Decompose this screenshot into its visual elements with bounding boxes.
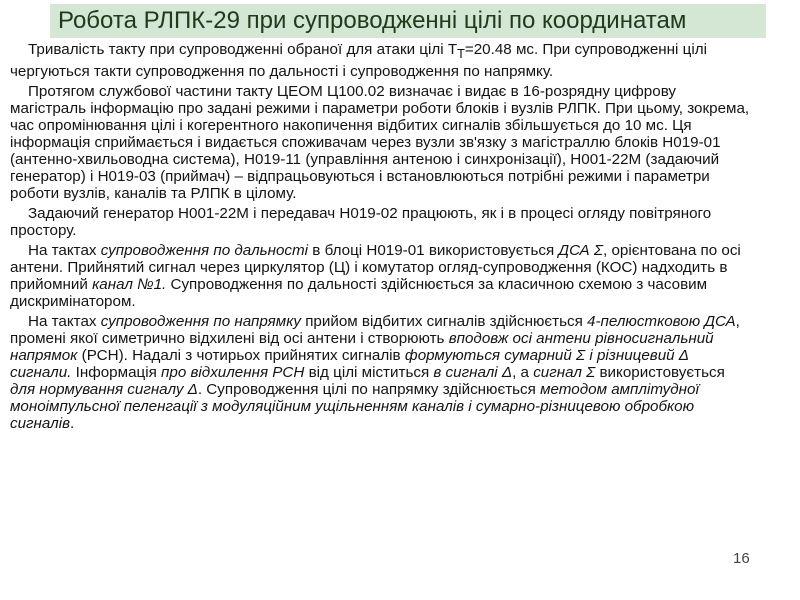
paragraph-3: [10, 205, 750, 239]
emphasis-text: 4-пелюстковою ДСА: [587, 313, 736, 331]
emphasis-text: супроводження по дальності: [100, 242, 309, 260]
slide-title: Робота РЛПК-29 при супроводженні цілі по координатам: [58, 7, 687, 34]
text-run: Задаючий генератор Н001-22М і передавач Н019-02 працюють, як і в процесі огляду повітряного простору.: [10, 205, 712, 240]
emphasis-text: методом амплітудної моноімпульсної пеленгації з модуляційним ущільненням каналів і сумарно-різницевою обробкою сигналів: [10, 381, 699, 433]
subscript: Т: [457, 47, 465, 62]
text-run: прийом відбитих сигналів здійснюється: [300, 313, 588, 331]
emphasis-text: формуються сумарний Σ і різницевий Δ сигнали.: [10, 347, 689, 382]
text-run: .: [70, 415, 75, 433]
emphasis-text: ДСА Σ: [558, 242, 604, 260]
text-run: =20.48 мс. При супроводженні цілі чергуються такти супроводження по дальності і супроводження по напрямку.: [10, 41, 707, 81]
paragraph-5: [10, 313, 750, 432]
paragraph-2: [10, 83, 750, 202]
emphasis-text: канал №1.: [92, 276, 167, 294]
emphasis-text: в сигналі Δ: [433, 364, 513, 382]
text-run: Протягом службової частини такту ЦЕОМ Ц100.02 визначає і видає в 16-розрядну цифрову магістраль інформацію про задані режими і параметри роботи блоків і вузлів РЛПК. При цьому, зокрема, час опромінювання цілі і когерентного накопичення відбитих сигналів збільшується до 10 мс. Ця інформація сприймається і видається споживачам через вузли зв'язку з магістраллю блоків Н019-01 (антенно-хвильоводна система), Н019-11 (управління антеною і синхронізації), Н001-22М (задаючий генератор) і Н019-03 (приймач) – відпрацьовуються і встановлюються потрібні режими і параметри роботи вузлів, каналів та РЛПК в цілому.: [10, 83, 750, 203]
emphasis-text: про відхилення РСН: [161, 364, 305, 382]
emphasis-text: супроводження по напрямку: [100, 313, 301, 331]
text-run: Супроводження по дальності здійснюється за класичною схемою з часовим дискримінатором.: [10, 276, 708, 311]
text-run: , орієнтована по осі антени. Прийнятий сигнал через циркулятор (Ц) і комутатор огляд-супроводження (КОС) надходить в прийомний: [10, 242, 741, 294]
text-run: , а: [512, 364, 534, 382]
page-number: 16: [733, 550, 750, 567]
text-run: використовується: [595, 364, 725, 382]
paragraph-4: [10, 242, 750, 310]
paragraph-1: [10, 41, 750, 80]
body-text: [10, 41, 750, 432]
text-run: Тривалість такту при супроводженні обраної для атаки цілі T: [28, 41, 458, 58]
text-run: (РСН). Надалі з чотирьох прийнятих сигналів: [77, 347, 405, 365]
text-run: . Супроводження цілі по напрямку здійснюється: [197, 381, 541, 399]
text-run: На тактах: [28, 313, 101, 331]
text-run: Інформація: [71, 364, 162, 382]
text-run: від цілі міститься: [304, 364, 434, 382]
emphasis-text: вподовж осі антени рівносигнальний напрямок: [10, 330, 714, 365]
text-run: , промені якої симетрично відхилені від осі антени і створюють: [10, 313, 740, 348]
emphasis-text: для нормування сигналу Δ: [10, 381, 198, 399]
text-run: в блоці Н019-01 використовується: [308, 242, 559, 260]
text-run: На тактах: [28, 242, 101, 260]
emphasis-text: сигнал Σ: [533, 364, 596, 382]
